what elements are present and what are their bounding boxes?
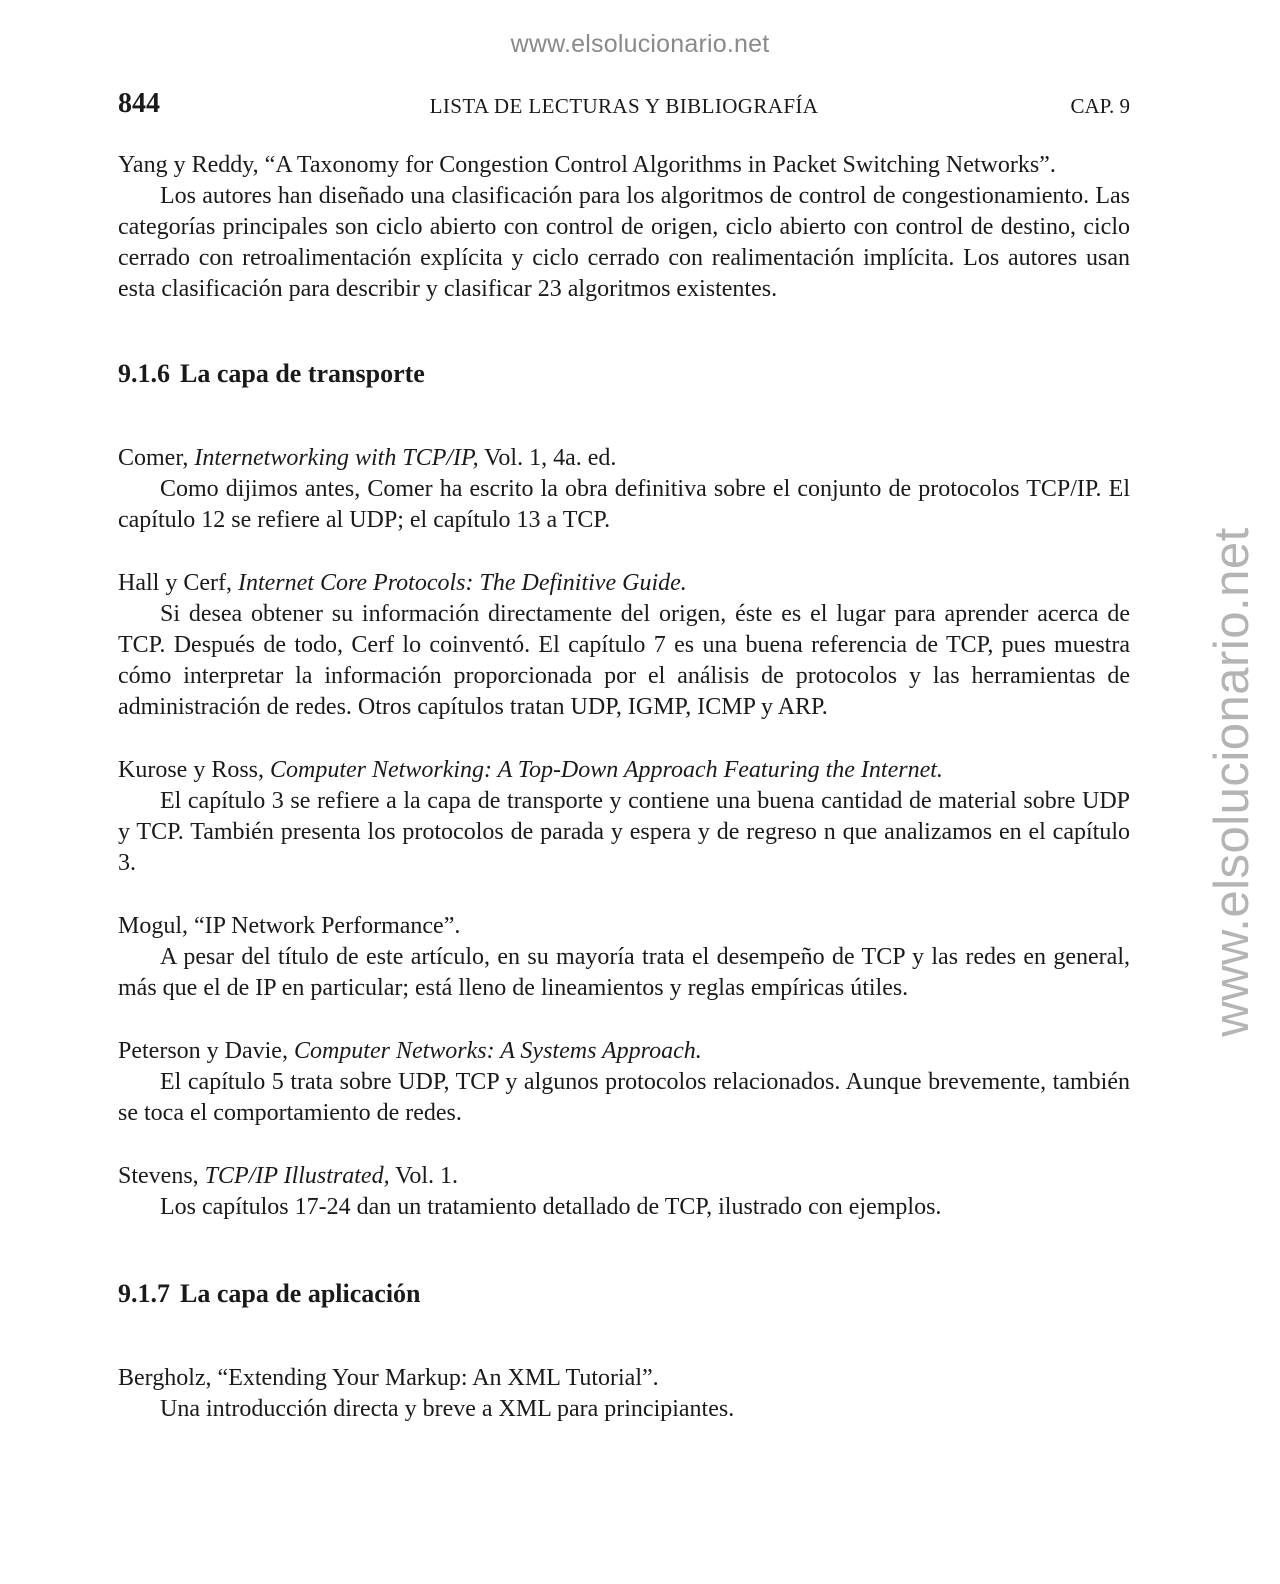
- citation: [118, 755, 1130, 786]
- running-title: LISTA DE LECTURAS Y BIBLIOGRAFÍA: [429, 94, 819, 118]
- citation-author: Bergholz, “Extending Your Markup: An XML Tutorial”.: [118, 1365, 659, 1391]
- section-number: 9.1.6: [118, 359, 170, 388]
- annotation: El capítulo 3 se refiere a la capa de transporte y contiene una buena cantidad de material sobre UDP y TCP. También presenta los protocolos de parada y espera y de regreso n que analizamos en el capítulo 3.: [118, 788, 1130, 876]
- citation-author: Peterson y Davie,: [118, 1038, 294, 1064]
- citation: [118, 1363, 1130, 1394]
- annotation: Una introducción directa y breve a XML para principiantes.: [160, 1396, 735, 1422]
- citation-title: Computer Networking: A Top-Down Approach Featuring the Internet.: [270, 757, 943, 783]
- citation-author: Comer,: [118, 445, 195, 471]
- section-title: La capa de aplicación: [180, 1279, 421, 1308]
- citation: [118, 568, 1130, 599]
- annotation: A pesar del título de este artículo, en su mayoría trata el desempeño de TCP y las redes en general, más que el de IP en particular; está lleno de lineamientos y reglas empíricas útiles.: [118, 944, 1130, 1001]
- citation-author: Mogul, “IP Network Performance”.: [118, 913, 461, 939]
- section-number: 9.1.7: [118, 1279, 170, 1308]
- page-number: 844: [118, 88, 160, 119]
- chapter-label: CAP. 9: [1070, 94, 1130, 118]
- bib-entry-yang-reddy: [118, 150, 1130, 305]
- section-heading-transport: [118, 357, 1130, 391]
- citation-title: Computer Networks: A Systems Approach.: [293, 1038, 702, 1064]
- bib-entry-bergholz: [118, 1363, 1130, 1425]
- citation-suffix: Vol. 1, 4a. ed.: [478, 445, 617, 471]
- running-head: [118, 88, 1130, 124]
- watermark-top: www.elsolucionario.net: [510, 30, 770, 58]
- citation-author: Hall y Cerf,: [118, 570, 238, 596]
- citation: [118, 911, 1130, 942]
- annotation: El capítulo 5 trata sobre UDP, TCP y algunos protocolos relacionados. Aunque brevemente, también se toca el comportamiento de redes.: [118, 1069, 1130, 1126]
- annotation: Si desea obtener su información directamente del origen, éste es el lugar para aprender acerca de TCP. Después de todo, Cerf lo coinventó. El capítulo 7 es una buena referencia de TCP, pues muestra cómo interpretar la información proporcionada por el análisis de protocolos y las herramientas de administración de redes. Otros capítulos tratan UDP, IGMP, ICMP y ARP.: [118, 601, 1130, 720]
- page-body: [118, 150, 1130, 1425]
- watermark-side: www.elsolucionario.net: [1205, 527, 1259, 1037]
- annotation: Como dijimos antes, Comer ha escrito la obra definitiva sobre el conjunto de protocolos TCP/IP. El capítulo 12 se refiere al UDP; el capítulo 13 a TCP.: [118, 476, 1130, 533]
- section-title: La capa de transporte: [180, 359, 425, 388]
- citation-title: Internet Core Protocols: The Definitive Guide.: [237, 570, 687, 596]
- bib-entry-comer: [118, 443, 1130, 536]
- citation: [118, 443, 1130, 474]
- bib-entry-hall-cerf: [118, 568, 1130, 723]
- bib-entry-peterson-davie: [118, 1036, 1130, 1129]
- citation-author: Stevens,: [118, 1163, 205, 1189]
- citation: Yang y Reddy, “A Taxonomy for Congestion Control Algorithms in Packet Switching Networks”.: [118, 152, 1056, 178]
- citation-suffix: Vol. 1.: [389, 1163, 459, 1189]
- citation-title: TCP/IP Illustrated,: [204, 1163, 390, 1189]
- section-heading-application: [118, 1277, 1130, 1311]
- bib-entry-kurose-ross: [118, 755, 1130, 879]
- bib-entry-mogul: [118, 911, 1130, 1004]
- annotation: Los autores han diseñado una clasificación para los algoritmos de control de congestionamiento. Las categorías principales son ciclo abierto con control de origen, ciclo abierto con control de destino, ciclo cerrado con retroalimentación explícita y ciclo cerrado con realimentación implícita. Los autores usan esta clasificación para describir y clasificar 23 algoritmos existentes.: [118, 183, 1130, 302]
- citation: [118, 1161, 1130, 1192]
- annotation: Los capítulos 17-24 dan un tratamiento detallado de TCP, ilustrado con ejemplos.: [160, 1194, 942, 1220]
- citation-title: Internetworking with TCP/IP,: [194, 445, 479, 471]
- bib-entry-stevens: [118, 1161, 1130, 1223]
- citation-author: Kurose y Ross,: [118, 757, 271, 783]
- citation: [118, 1036, 1130, 1067]
